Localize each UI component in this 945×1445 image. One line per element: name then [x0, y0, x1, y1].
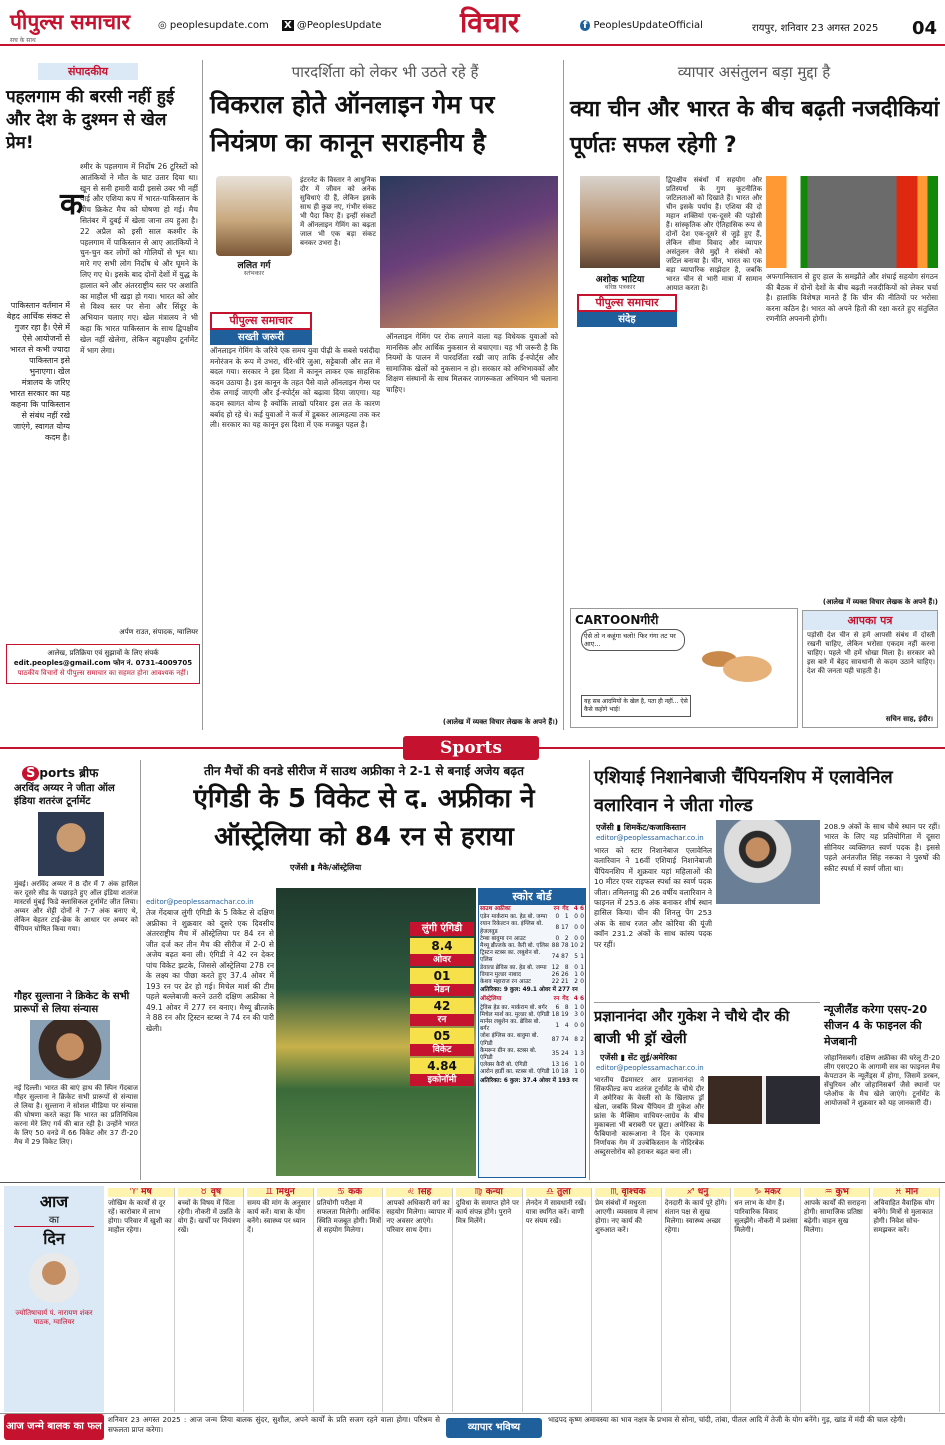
column-divider	[202, 60, 203, 730]
scoreboard-cell: डेवाल्ड ब्रेविस का. हेड बो. जम्पा	[480, 964, 547, 971]
zodiac-card	[456, 1188, 523, 1412]
scoreboard-cell: 1	[574, 1069, 578, 1076]
scoreboard-cell: 0	[580, 971, 584, 978]
stats-title: लुंगी एंगिडी	[410, 922, 474, 936]
scoreboard-row	[479, 1005, 585, 1012]
scoreboard-cell: 17	[561, 925, 569, 931]
stat-wickets-label: विकेट	[410, 1044, 474, 1056]
zodiac-name	[386, 1188, 452, 1197]
market-label: व्यापार भविष्य	[446, 1418, 542, 1438]
scoreboard-cell: 78	[561, 943, 569, 950]
scoreboard-cell: 0	[574, 1022, 578, 1029]
zodiac-forecast: जोखिम के कार्यों से दूर रहें। कारोबार में लाभ होगा। परिवार में खुशी का माहौल रहेगा।	[108, 1199, 172, 1234]
scoreboard-table	[479, 905, 585, 1086]
ngidi-stats	[410, 922, 474, 1086]
stat-overs-value: 8.4	[410, 938, 474, 954]
china-brand-box: पीपुल्स समाचार	[577, 294, 677, 312]
zodiac-sign-icon: ♏	[610, 1188, 622, 1197]
scoreboard-cell: 18	[561, 1069, 569, 1076]
cartoon-box	[570, 608, 798, 728]
scoreboard-cell: 10	[570, 943, 578, 950]
scoreboard-cell: 74	[551, 953, 560, 960]
zodiac-name-text: सिंह	[418, 1188, 432, 1197]
zodiac-forecast: प्रेम संबंधों में मधुरता आएगी। व्यवसाय में लाभ होगा। नए कार्य की शुरुआत करें।	[595, 1199, 658, 1234]
zodiac-sign-icon: ♒	[824, 1188, 836, 1197]
stat-maidens-label: मेडन	[410, 984, 474, 996]
zodiac-sign-icon: ♉	[199, 1188, 211, 1197]
scoreboard-cell: 2	[564, 935, 569, 942]
scoreboard-cell: 0	[555, 935, 560, 942]
stat-wickets-value: 05	[410, 1028, 474, 1044]
facebook-link[interactable]	[580, 20, 703, 31]
stat-runs-label: रन	[410, 1014, 474, 1026]
zodiac-name	[317, 1188, 383, 1197]
scoreboard-cell: 22	[551, 979, 560, 986]
lead-headline: एंगिडी के 5 विकेट से द. अफ्रीका ने ऑस्ट्रेलिया को 84 रन से हराया	[193, 784, 535, 852]
letters-signature: सचिन साह, इंदौर।	[885, 715, 933, 723]
scoreboard-cell: 13	[551, 1062, 560, 1069]
horoscope-title-mid: का	[48, 1215, 60, 1226]
chess-headline: प्रज्ञानानंदा और गुकेश ने चौथे दौर की बाजी भी ड्रॉ खेली	[594, 1009, 790, 1047]
editorial-body: श्मीर के पहलगाम में निर्दोष 26 टूरिस्टों को आतंकियों ने मौत के घाट उतार दिया था। खून से सनी हमारी वादी इससे उबर भी नहीं पाई और एशिया कप में भारत-पाकिस्तान के बीच क्रिकेट मैच को घोषणा हो गई। मैच सितंबर में दुबई में खेला जाना तय हुआ है। 22 अप्रैल को इसी साल कश्मीर के पहलगाम में पाकिस्तान से आए आतंकियों ने चुन-चुन कर लोगों को गोलियों से भून था। मारे गए सभी लोग निर्दोष थे और घूमने के लिए गए थे। इसके बाद दोनों देशों में युद्ध के हालात बने और अंतरराष्ट्रीय स्तर पर अशांति का माहौल भी खड़ा हो गया। भारत को ओर से विश्व स्तर पर सेना और सिंदूर के अभियान चलाए गए। खेल मंत्रालय ने भी कहा कि भारत पाकिस्तान के साथ द्विपक्षीय खेल नहीं खेलेगा, लेकिन बहुपक्षीय टूर्नामेंट में भाग लेगा।	[80, 162, 198, 355]
globe-icon: ◎	[158, 20, 167, 31]
shooting-body: भारत को स्टार निशानेबाज एलावेनिल वलारिवान ने 16वीं एशियाई निशानेबाजी चैंपियनशिप में शुक्रवार यहां महिलाओं की 10 मीटर एयर राइफल स्पर्धा का स्वर्ण पदक जीता। तमिलनाडु की 26 वर्षीय वलारिवान ने फाइनल में 253.6 अंक बनाकर शीर्ष स्थान हासिल किया। चीन की शिनलु पेंग 253 अंक के साथ रजत और कोरिया की यूंजी क्वॉन 231.2 अंकों के साथ कांस्य पदक पर रहीं।	[594, 846, 712, 949]
brief1-headline: अरविंद अय्यर ने जीता ऑल इंडिया शतरंज टूर्नामेंट	[14, 783, 115, 807]
scoreboard-header-cell: 6	[579, 996, 584, 1003]
scoreboard-cell: 2	[580, 943, 584, 950]
zodiac-forecast: देनदारी के कार्य पूरे होंगे। संतान पक्ष से सुख मिलेगा। स्वास्थ्य अच्छा रहेगा।	[664, 1199, 727, 1234]
scoreboard-row	[479, 1019, 585, 1033]
scoreboard-cell: 87	[561, 953, 569, 960]
scoreboard-cell: 6	[555, 1004, 560, 1011]
cartoon-speech-bubble: ऐसे तो न कहूंगा चलो! फिर गंगा तट पर आए...	[581, 629, 685, 651]
zodiac-name-text: धनु	[697, 1188, 709, 1197]
zodiac-card	[247, 1188, 314, 1412]
china-headline: क्या चीन और भारत के बीच बढ़ती नजदीकियां पूर्णतः सफल रहेगी ?	[570, 97, 940, 158]
shooting-email[interactable]: editor@peoplessamachar.co.in	[596, 834, 704, 842]
zodiac-forecast: अविवाहित वैवाहिक योग बनेंगे। मित्रों से मुलाकात होगी। निवेश सोच-समझकर करें।	[873, 1199, 935, 1234]
zodiac-card	[386, 1188, 453, 1412]
scoreboard-cell: ट्रिस्टन स्टब्स का. लबुशेन बो. एलिस	[480, 950, 541, 964]
scoreboard-cell: 1	[574, 1051, 578, 1058]
scoreboard-cell: 24	[561, 1051, 569, 1058]
column-divider	[140, 760, 141, 1180]
china-author-role: वरिष्ठ पत्रकार	[604, 283, 636, 291]
scoreboard-total: अतिरिक्त: 6 कुल: 37.4 ओवर में 193 रन	[480, 1077, 578, 1084]
games-intro: इंटरनेट के विस्तार ने आधुनिक दौर में जीवन को अनेक सुविधाएं दी हैं, लेकिन इसके साथ ही कुछ नए, गंभीर संकट भी पैदा किए हैं। इन्हीं संकटों में ऑनलाइन गेमिंग का बढ़ता जाल भी एक बड़ा संकट बनकर उभरा है।	[300, 176, 376, 247]
chess-dateline: एजेंसी ▮ सेंट लुई/अमेरिका	[600, 1053, 677, 1062]
scoreboard-header-cell: ऑस्ट्रेलिया	[480, 996, 502, 1003]
arvind-photo	[38, 812, 104, 876]
games-headline: विकराल होते ऑनलाइन गेम पर नियंत्रण का कानून सराहनीय है	[210, 90, 495, 157]
zodiac-grid	[108, 1188, 940, 1412]
zodiac-name	[804, 1188, 870, 1197]
scoreboard-cell: 0	[580, 1069, 584, 1076]
scoreboard-header-cell: गेंद	[562, 906, 569, 912]
dateline: रायपुर, शनिवार 23 अगस्त 2025	[752, 23, 879, 34]
china-body-1a: द्विपक्षीय संबंधों में सहयोग और प्रतिस्पर्धा के गुण कूटनीतिक जटिलताओं को दिखाते हैं। भारत और चीन इसके पर्याय हैं। एशिया की दो महान शक्तियां एक-दूसरे की पड़ोसी हैं। सांस्कृतिक और ऐतिहासिक रूप से दोनों देश एक-दूसरे से जुड़े हुए हैं, लेकिन सीमा विवाद और व्यापार असंतुलन जैसे मुद्दों ने संबंधों को जटिल बनाया है। चीन, भारत का एक बड़ा व्यापारिक साझेदार है, जबकि भारत चीन से भारी मात्रा में सामान आयात करता है।	[666, 176, 762, 292]
scoreboard-header-row	[479, 995, 585, 1004]
lead-kicker: तीन मैचों की वनडे सीरीज में साउथ अफ्रीका ने 2-1 से बनाई अजेय बढ़त	[204, 764, 524, 778]
gaming-photo	[380, 176, 558, 328]
contact-email[interactable]: edit.peoples@gmail.com फोन नं. 0731-4009705	[13, 659, 193, 667]
chess-body: भारतीय ग्रैंडमास्टर आर प्रज्ञानानंदा ने सिंकफील्ड कप शतरंज टूर्नामेंट के चौथे दौर में अमेरिका के वेस्ली सो के खिलाफ ड्रॉ खेला, जबकि विश्व चैंपियन डी गुकेश और फ्रांस के मैक्सिम वाचियर-लाग्रेव के बीच मुकाबला भी बराबरी पर छूटा। अमेरिका के फैबियानो कारूआना ने दिन के एकमात्र निर्णायक गेम में उज्बेकिस्तान के नोदिरबेक अब्दुसत्तोरोव को हराकर बढ़त बना ली।	[594, 1076, 704, 1156]
scoreboard-cell: 0	[580, 914, 584, 921]
zodiac-name	[108, 1188, 174, 1197]
scoreboard-cell: 0	[555, 914, 560, 921]
scoreboard-cell: 87	[551, 1037, 560, 1044]
chess-players-photo	[708, 1076, 820, 1124]
scoreboard-cell: 3	[580, 1051, 584, 1058]
zodiac-name-text: वृश्चिक	[621, 1188, 646, 1197]
scoreboard-cell: 88	[551, 943, 560, 950]
shooting-body-2: 208.9 अंकों के साथ चौथे स्थान पर रहीं। भारत के लिए यह प्रतियोगिता में दूसरा सीनियर व्यक्तिगत स्वर्ण पदक है। इससे पहले अनंतजीत सिंह नरूका ने पुरुषों की स्कीट स्पर्धा में स्वर्ण जीता था।	[824, 822, 940, 873]
elavenil-photo	[716, 820, 820, 904]
gauhar-photo	[30, 1020, 110, 1080]
zodiac-sign-icon: ♎	[545, 1188, 558, 1197]
games-body-1: ऑनलाइन गेमिंग के जरिये एक समय युवा पीढ़ी के सबसे पसंदीदा मनोरंजन के रूप में उभरा, धीरे-धीरे जुआ, सट्टेबाजी और लत में बदल गया। सरकार ने इस दिशा में कानून लाकर एक साहसिक कदम उठाया है। इस कानून के तहत पैसे वाले ऑनलाइन गेम्स पर रोक लगाई जाएगी और ई-स्पोर्ट्स को बढ़ावा दिया जाएगा। यह कदम स्वागत योग्य है क्योंकि लाखों परिवार इस लत के कारण बर्बाद हो रहे थे। कई युवाओं ने कर्ज में डूबकर आत्महत्या तक कर ली। सरकार का यह कानून इस दिशा में एक मजबूत पहल है।	[210, 346, 380, 430]
brief-title-text: ports ब्रीफ	[39, 766, 99, 780]
china-tag: संदेह	[577, 312, 677, 327]
zodiac-forecast: समय की मांग के अनुसार कार्य करें। यात्रा के योग बनेंगे। स्वास्थ्य पर ध्यान दें।	[247, 1199, 311, 1234]
scoreboard-total: अतिरिक्त: 9 कुल: 49.1 ओवर में 277 रन	[480, 987, 578, 994]
scoreboard-cell: 0	[580, 1004, 584, 1011]
zodiac-sign-icon: ♈	[129, 1188, 142, 1197]
contact-line: आलेख, प्रतिक्रिया एवं सुझावों के लिए संपर्क	[47, 649, 159, 657]
zodiac-sign-icon: ♌	[406, 1188, 419, 1197]
china-kicker: व्यापार असंतुलन बड़ा मुद्दा है	[677, 63, 831, 81]
zodiac-forecast: बच्चों के विषय में चिंता रहेगी। नौकरी में उन्नति के योग हैं। खर्चों पर नियंत्रण रखें।	[177, 1199, 241, 1234]
scoreboard-row	[479, 1048, 585, 1062]
zodiac-name	[734, 1188, 800, 1197]
scoreboard-cell: 2	[574, 979, 578, 986]
stat-economy-value: 4.84	[410, 1058, 474, 1074]
scoreboard-cell: 1	[555, 1022, 560, 1029]
editorial-headline: पहलगाम की बरसी नहीं हुई और देश के दुश्मन से खेल प्रेम!	[6, 87, 175, 153]
column-divider	[589, 760, 590, 1180]
scoreboard-cell: 0	[574, 964, 578, 971]
zodiac-name	[665, 1188, 731, 1197]
contact-box	[6, 644, 200, 684]
zodiac-name-text: मेष	[141, 1188, 152, 1197]
scoreboard-row	[479, 1033, 585, 1047]
zodiac-card	[526, 1188, 593, 1412]
scoreboard-cell: आरोन हार्डी का. स्टब्स बो. एंगिडी	[480, 1069, 550, 1076]
chess-body-cont	[708, 1128, 820, 1178]
brief2-body: नई दिल्ली। भारत की बाएं हाथ की स्पिन गेंदबाज गौहर सुल्ताना ने क्रिकेट सभी प्रारूपों से संन्यास ले लिया है। सुल्ताना ने सोशल मीडिया पर संन्यास की घोषणा करते कहा कि भारत का प्रतिनिधित्व करना मेरे लिए गर्व की बात रही है। उन्होंने भारत के लिए 50 वनडे में 66 विकेट और 37 टी-20 मैच में 29 विकेट लिए।	[14, 1084, 138, 1146]
zodiac-sign-icon: ♊	[265, 1188, 277, 1197]
chess-email[interactable]: editor@peoplessamachar.co.in	[596, 1064, 704, 1072]
disclaimer: पाठकीय विचारों से पीपुल्स समाचार का सहमत होना आवश्यक नहीं।	[17, 669, 189, 677]
scoreboard-cell: कैमरून ग्रीन का. स्टब्स बो. एंगिडी	[480, 1047, 537, 1062]
scoreboard-cell: टेम्बा बावुमा रन आउट	[480, 935, 526, 942]
zodiac-forecast: दुविधा के समाप्त होने पर कार्य संपन्न होंगे। पुराने मित्र मिलेंगे।	[455, 1199, 519, 1225]
scoreboard-cell: एलेक्स कैरी बो. एंगिडी	[480, 1062, 528, 1069]
china-footer: (आलेख में व्यक्त विचार लेखक के अपने हैं।)	[822, 598, 938, 606]
stat-maidens-value: 01	[410, 968, 474, 984]
brief1-body: मुंबई। अरविंद अय्यर ने 8 दौर में 7 अंक हासिल कर दूसरे सीड के पछाड़ते हुए ऑल इंडिया शतरंज मास्टर्स मुंबई फिडे क्लासिकल टूर्नामेंट जीत लिया। अय्यर और शेट्टी दोनों ने 7-7 अंक बनाए थे, लेकिन बेहतर टाई-ब्रेक के आधार पर अय्यर को चैंपियन घोषित किया गया।	[14, 880, 138, 933]
zodiac-name-text: तुला	[557, 1188, 571, 1197]
scoreboard-cell: 8	[564, 1004, 569, 1011]
brief-title	[22, 764, 134, 781]
letters-box	[802, 610, 938, 728]
twitter-handle: @PeoplesUpdate	[296, 20, 382, 31]
author-photo-ashok	[580, 176, 660, 268]
games-tag: सख्ती जरूरी	[210, 330, 312, 345]
scoreboard-cell: 5	[574, 953, 578, 960]
zodiac-card	[108, 1188, 175, 1412]
zodiac-name-text: कुंभ	[835, 1188, 849, 1197]
scoreboard-cell: 4	[564, 1022, 569, 1029]
scoreboard-cell: 1	[564, 914, 569, 921]
scoreboard-row	[479, 1069, 585, 1076]
zodiac-card	[873, 1188, 940, 1412]
scoreboard	[478, 888, 586, 1178]
shooting-body-cont	[716, 908, 820, 998]
scoreboard-cell: 19	[561, 1011, 569, 1018]
scoreboard-cell: 16	[561, 1062, 569, 1069]
market-text: भाद्रपद कृष्ण अमावस्या का भाव नक्षत्र के प्रभाव से सोना, चांदी, तांबा, पीतल आदि में तेजी के योग बनेंगे। गुड़, खांड में मंदी की चाल रहेगी।	[548, 1415, 906, 1424]
scoreboard-cell: केशव महाराज रन आउट	[480, 979, 531, 986]
page-number: 04	[911, 18, 937, 39]
scoreboard-cell: एडेन मार्कराम का. हेड बो. जम्पा	[480, 914, 548, 921]
zodiac-sign-icon: ♑	[753, 1188, 765, 1197]
scoreboard-cell: 1	[580, 964, 584, 971]
scoreboard-cell: मार्नस लबुशेन का. ब्रेविस बो. बर्गर	[480, 1019, 541, 1033]
scoreboard-cell: 26	[561, 971, 569, 978]
scoreboard-cell: 8	[564, 964, 569, 971]
column-divider	[563, 60, 564, 730]
astrologer-photo	[29, 1253, 79, 1303]
scoreboard-cell: 3	[574, 1011, 578, 1018]
brief-letter: S	[22, 766, 39, 781]
logo-tagline: सच के साथ	[10, 37, 36, 44]
games-footer: (आलेख में व्यक्त विचार लेखक के अपने हैं।)	[442, 718, 558, 726]
scoreboard-cell: 0	[580, 979, 584, 986]
games-author: ललित गर्ग	[237, 261, 271, 271]
zodiac-card	[804, 1188, 871, 1412]
birthday-label: आज जन्मे बालक का फल	[4, 1414, 104, 1440]
scoreboard-cell: 0	[580, 935, 584, 942]
scoreboard-cell: 8	[574, 1037, 578, 1044]
letters-label: आपका पत्र	[803, 611, 937, 630]
scoreboard-total-row	[479, 1077, 585, 1086]
scoreboard-cell: 21	[561, 979, 569, 986]
scoreboard-cell: 18	[551, 1011, 560, 1018]
zodiac-name-text: वृष	[210, 1188, 222, 1197]
lead-dateline: एजेंसी ▮ मैके/ऑस्ट्रेलिया	[290, 863, 362, 872]
scoreboard-cell: वियान मुल्डर नाबाद	[480, 971, 521, 978]
zodiac-card	[665, 1188, 732, 1412]
zodiac-forecast: आपको अधिकारी वर्ग का सहयोग मिलेगा। व्यापार में नए अवसर आएंगे। परिवार साथ देगा।	[386, 1199, 452, 1234]
zodiac-forecast: लेनदेन में सावधानी रखें। यात्रा स्थगित करें। वाणी पर संयम रखें।	[525, 1199, 587, 1225]
zodiac-sign-icon: ♐	[686, 1188, 698, 1197]
scoreboard-cell: ट्रेविस हेड का. मार्कराम बो. बर्गर	[480, 1004, 548, 1011]
shooting-headline: एशियाई निशानेबाजी चैंपियनशिप में एलावेनिल वलारिवान ने जीता गोल्ड	[594, 767, 893, 816]
games-body-2: ऑनलाइन गेमिंग पर रोक लगाने वाला यह विधेयक युवाओं को मानसिक और आर्थिक नुकसान से बचाएगा। यह भी जरूरी है कि नियमों के पालन में पारदर्शिता रखी जाए ताकि ई-स्पोर्ट्स और सामाजिक खेलों को नुकसान न हो। सरकार को अभिभावकों और शिक्षण संस्थानों के साथ मिलकर जागरूकता अभियान भी चलाना चाहिए।	[386, 332, 558, 394]
scoreboard-cell: 0	[580, 1022, 584, 1029]
x-logo-icon: X	[284, 20, 292, 31]
zodiac-forecast: धन लाभ के योग हैं। पारिवारिक विवाद सुलझेंगे। नौकरी में प्रशंसा मिलेगी।	[734, 1199, 798, 1234]
nz-headline: न्यूजीलैंड करेगा एसए-20 सीजन 4 के फाइनल की मेजबानी	[824, 1003, 928, 1048]
zodiac-sign-icon: ♍	[474, 1188, 486, 1197]
scoreboard-cell: 0	[580, 1011, 584, 1018]
horoscope-title-top: आज	[39, 1192, 69, 1211]
scoreboard-cell: 8	[555, 925, 560, 931]
zodiac-sign-icon: ♋	[337, 1188, 349, 1197]
logo-text: पीपुल्स समाचार	[10, 9, 131, 34]
zodiac-sign-icon: ♓	[894, 1188, 906, 1197]
editorial-label: संपादकीय	[38, 63, 138, 80]
zodiac-name-text: कर्क	[348, 1188, 363, 1197]
zodiac-name-text: कन्या	[485, 1188, 503, 1197]
zodiac-name	[456, 1188, 522, 1197]
stat-runs-value: 42	[410, 998, 474, 1014]
scoreboard-row	[479, 972, 585, 979]
letters-body: पड़ोसी देश चीन से हमें आपसी संबंध में दोस्ती रखनी चाहिए, लेकिन भरोसा एकदम नहीं करना चाहिए। पहले भी हमें धोखा मिला है। सरकार को इस बारे में बेहद सावधानी से कदम उठाने चाहिए। देश की जनता यही चाहती है।	[807, 631, 935, 675]
scoreboard-cell: 0	[580, 1062, 584, 1069]
scoreboard-cell: 1	[574, 1062, 578, 1069]
scoreboard-header-cell: 6	[579, 906, 584, 912]
scoreboard-row	[479, 936, 585, 943]
editorial-byline: अर्पण राउत, संपादक, ग्वालियर	[119, 628, 198, 636]
zodiac-name	[873, 1188, 939, 1197]
stat-economy-label: इकोनॉमी	[410, 1074, 474, 1086]
horoscope-panel	[4, 1186, 104, 1412]
scoreboard-row	[479, 1012, 585, 1019]
sports-banner: Sports	[403, 736, 539, 760]
scoreboard-cell: 10	[551, 1069, 560, 1076]
zodiac-card	[178, 1188, 245, 1412]
section-title: विचार	[460, 6, 520, 39]
scoreboard-cell: 0	[574, 935, 578, 942]
scoreboard-cell: 1	[574, 1004, 578, 1011]
scoreboard-cell: 1	[574, 971, 578, 978]
games-kicker: पारदर्शिता को लेकर भी उठते रहे हैं	[291, 63, 479, 81]
zodiac-card	[317, 1188, 384, 1412]
section-rule	[594, 1002, 820, 1003]
nz-body: जोहानिसबर्ग। दक्षिण अफ्रीका की घरेलू टी-20 लीग एसए20 के आगामी सत्र का फाइनल मैच केपटाउन के न्यूलैंड्स में होगा, जिसमें डरबन, सेंचुरियन और जोहानिसबर्ग जैसे स्थानों पर प्लेऑफ के मैच खेले जाएंगे। टूर्नामेंट के आयोजकों ने शुक्रवार को यह जानकारी दी।	[824, 1054, 940, 1107]
scoreboard-total-row	[479, 986, 585, 995]
scoreboard-row	[479, 950, 585, 964]
scoreboard-header-cell: रन	[553, 906, 560, 912]
astrologer-name: ज्योतिषाचार्य पं. नारायण शंकर पाठक, ग्वालियर	[15, 1309, 93, 1326]
scoreboard-cell: 1	[580, 953, 584, 960]
scoreboard-cell: मिचेल मार्श का. मुल्डर बो. एंगिडी	[480, 1011, 550, 1018]
cartoon-caption: यह सब आदमियों के खेल है, पता ही नहीं... ऐसे कैसे कहोगे भाई!	[581, 695, 691, 717]
facebook-icon: f	[580, 20, 590, 31]
author-photo-lalit	[216, 176, 292, 256]
scoreboard-cell: 2	[580, 1037, 584, 1044]
brief2-headline: गौहर सुल्ताना ने क्रिकेट के सभी प्रारूपों से लिया संन्यास	[14, 991, 130, 1015]
editorial-pullquote: पाकिस्तान वर्तमान में बेहद आर्थिक संकट से गुजर रहा है। ऐसे में ऐसे आयोजनों से भारत से कभी ज्यादा पाकिस्तान इसे भुनाएगा। खेल मंत्रालय के जरिए भारत सरकार का यह कहना कि पाकिस्तान से संबंध नहीं रखे जाएंगे, स्वागत योग्य कदम है।	[6, 301, 70, 442]
scoreboard-header-cell: गेंद	[562, 996, 569, 1003]
editorial-drop-cap: क	[60, 187, 84, 222]
birthday-text: शनिवार 23 अगस्त 2025 : आज जन्म लिया बालक सुंदर, सुशील, अपने कार्यों के प्रति सजग रहने वाला होगा। परिश्रम से सफलता प्राप्त करेगा।	[108, 1415, 440, 1434]
website-text: peoplesupdate.com	[169, 20, 269, 31]
scoreboard-cell: 0	[580, 925, 584, 931]
china-author: अशोक भाटिया	[595, 275, 645, 285]
scoreboard-cell: 74	[561, 1037, 569, 1044]
scoreboard-title: स्कोर बोर्ड	[479, 889, 585, 905]
scoreboard-header-cell: रन	[553, 996, 560, 1003]
zodiac-card	[595, 1188, 662, 1412]
leaders-handshake-photo	[766, 176, 938, 268]
scoreboard-cell: मैथ्यू ब्रीत्जके का. कैरी बो. एलिस	[480, 943, 549, 950]
horoscope-title-bottom: दिन	[14, 1226, 94, 1249]
scoreboard-cell: 26	[551, 971, 560, 978]
scoreboard-cell: 0	[574, 914, 578, 921]
scoreboard-cell: 35	[551, 1051, 560, 1058]
china-body-2: अफगानिस्तान से हुए हाल के समझौते और शंघाई सहयोग संगठन की बैठक में दोनों देशों के बीच बढ़ती नजदीकियों को लेकर चर्चा है। हालांकि विशेषज्ञ मानते हैं कि चीन की नीतियों पर भरोसा करना कठिन है। भारत को अपने हितों की रक्षा करते हुए संतुलित रणनीति अपनानी होगी।	[766, 272, 938, 324]
zodiac-forecast: प्रतियोगी परीक्षा में सफलता मिलेगी। आर्थिक स्थिति मजबूत होगी। मित्रों से सहयोग मिलेगा।	[316, 1199, 382, 1234]
stat-overs-label: ओवर	[410, 954, 474, 966]
newspaper-logo	[10, 8, 130, 44]
facebook-handle: PeoplesUpdateOfficial	[593, 20, 703, 31]
scoreboard-header-cell: 4	[573, 996, 578, 1003]
scoreboard-header-cell: साउथ अफ्रीका	[480, 906, 511, 912]
scoreboard-header-cell: 4	[573, 906, 578, 912]
zodiac-card	[734, 1188, 801, 1412]
horoscope-rule	[0, 1182, 945, 1183]
twitter-link[interactable]	[282, 20, 382, 31]
scoreboard-row	[479, 921, 585, 935]
scoreboard-row	[479, 979, 585, 986]
zodiac-name-text: मीन	[905, 1188, 919, 1197]
zodiac-forecast: आपके कार्यों की सराहना होगी। सामाजिक प्रतिष्ठा बढ़ेगी। वाहन सुख मिलेगा।	[803, 1199, 867, 1234]
zodiac-name	[178, 1188, 244, 1197]
lead-body: तेज गेंदबाज लुंगी एंगिडी के 5 विकेट से दक्षिण अफ्रीका ने शुक्रवार को दूसरे एक दिवसीय अंतरराष्ट्रीय मैच में ऑस्ट्रेलिया पर 84 रन से जीत दर्ज कर तीन मैच की सीरीज में 2-0 से अजेय बढ़त बना ली। एंगिडी ने 42 रन देकर पांच विकेट झटके, जिससे ऑस्ट्रेलिया 278 रन के लक्ष्य का पीछा करते हुए 37.4 ओवर में 193 रन पर ढेर हो गई। मिचेल मार्श की टीम पहले बल्लेबाजी करने उतरी दक्षिण अफ्रीका ने 49.1 ओवर में 277 रन बनाए। मैथ्यू ब्रीत्जके ने 88 रन और ट्रिस्टन स्टब्स ने 74 रन की पारी खेली।	[146, 908, 274, 1033]
shooting-dateline: एजेंसी ▮ शिमकेंट/कजाकिस्तान	[596, 823, 686, 832]
scoreboard-cell: जोश इंग्लिस का. बावुमा बो. एंगिडी	[480, 1033, 539, 1047]
zodiac-name	[595, 1188, 661, 1197]
cartoon-dog-illustration	[691, 639, 785, 689]
games-author-role: स्तंभकार	[243, 269, 265, 277]
website-link[interactable]	[158, 20, 269, 31]
zodiac-name	[247, 1188, 313, 1197]
scoreboard-header-row	[479, 905, 585, 914]
scoreboard-row	[479, 965, 585, 972]
cartoon-label: CARTOONगीरी	[575, 613, 659, 627]
zodiac-name	[526, 1188, 592, 1197]
scoreboard-cell: 0	[574, 925, 578, 931]
zodiac-name-text: मकर	[764, 1188, 781, 1197]
lead-email[interactable]: editor@peoplessamachar.co.in	[146, 898, 254, 906]
scoreboard-cell: 12	[551, 964, 560, 971]
games-brand-box: पीपुल्स समाचार	[210, 312, 312, 330]
scoreboard-cell: रयान रिकेल्टन का. इंग्लिस बो. हेजलवुड	[480, 921, 544, 935]
zodiac-name-text: मिथुन	[276, 1188, 295, 1197]
